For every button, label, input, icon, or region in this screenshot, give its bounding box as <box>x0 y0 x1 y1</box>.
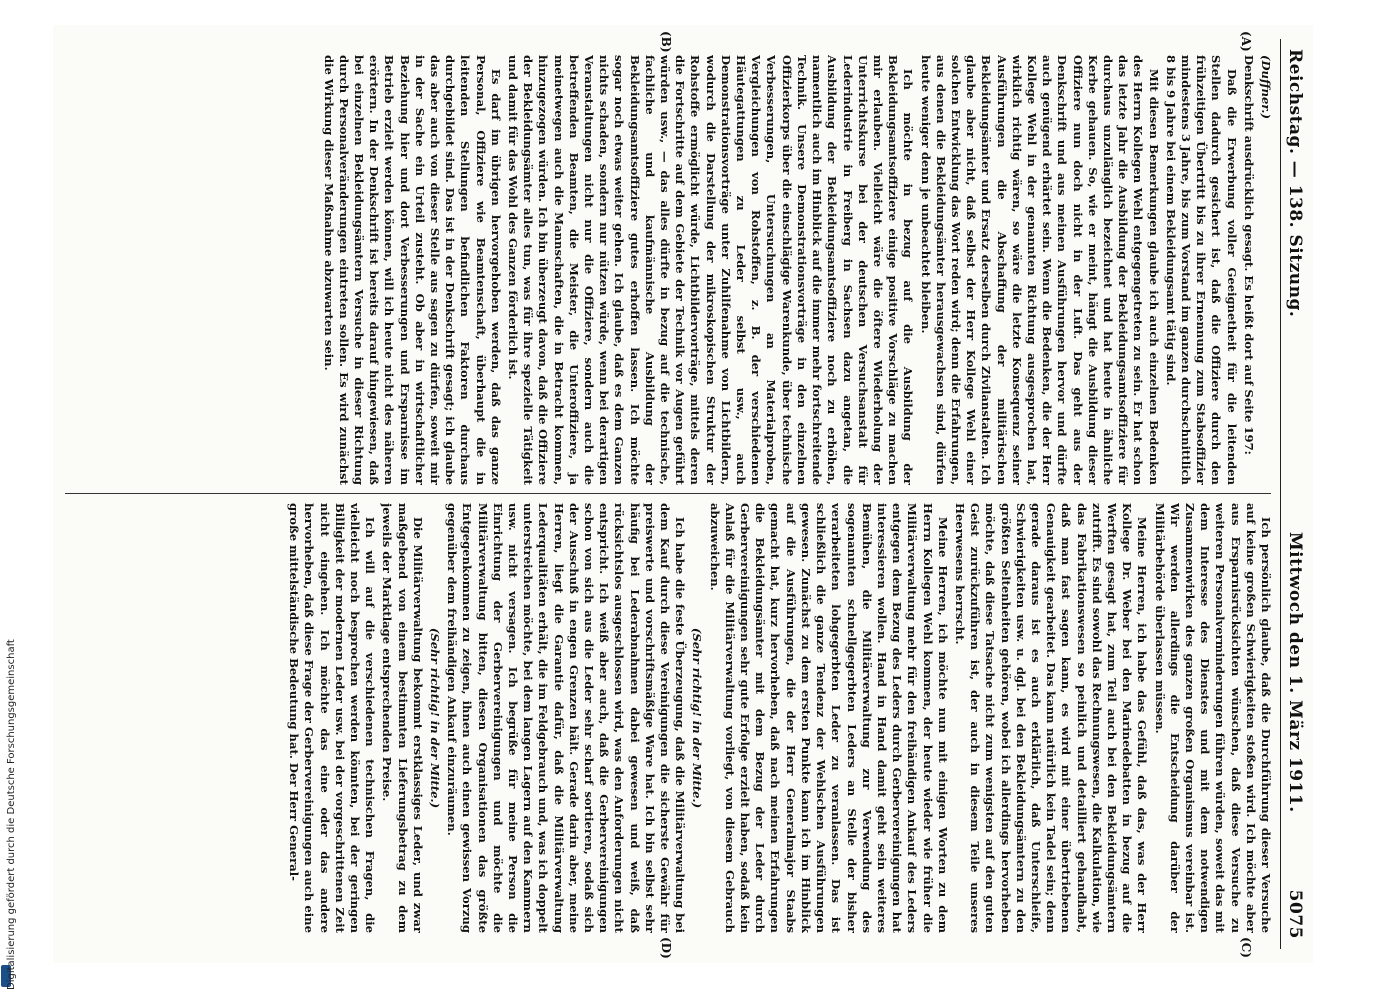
paragraph: Denkschrift ausdrücklich gesagt. Es heißt dort auf Seite 197: <box>1241 55 1256 455</box>
paragraph: Die Militärverwaltung bekommt erstklassiges Leder, und zwar maßgebend von einem bestimmten Lieferungsbetrag zu dem jeweils der Marktlage entsprechenden Preise. <box>380 503 425 933</box>
margin-marker-c: (C) <box>1239 937 1253 958</box>
column-divider <box>65 493 1271 494</box>
quoted-paragraph: Daß die Erwerbung voller Geeignetheit für die leitenden Stellen dadurch gesichert ist, daß die Offiziere durch den frühzeitigen Übertritt bis zu ihrer Ernennung zum Stabsoffizier mindestens 3 Jahre, bis zum Vorstand im ganzen durchschnittlich 8 bis 9 Jahre bei einem Bekleidungsamt tätig sind. <box>1163 55 1239 485</box>
document-page <box>53 25 1313 963</box>
paragraph: Ich möchte in bezug auf die Ausbildung der Bekleidungsamtsoffiziere einige positive Vorschläge zu machen mir erlauben. Vielleicht wäre die öftere Wiederholung der Unterrichtskurse bei der deutschen Versuchsanstalt für Lederindustrie in Freiberg in Sachsen dazu angetan, die Ausbildung der Bekleidungsamtsoffiziere noch zu erhöhen, namentlich auch im Hinblick auf die immer mehr fortschreitende Technik. Unsere Demonstrationsvorträge in den einzelnen Offizierkorps über die einschlägige Warenkunde, über technische Verbesserungen, Untersuchungen an Materialproben, Vergleichungen von Rohstoffen, z. B. der verschiedenen Häutegattungen zu Leder selbst usw., auch Demonstrationsvorträge unter Zuhilfenahme von Lichtbildern, wodurch die Darstellung der mikroskopischen Struktur der Rohstoffe ermöglicht würde, Lichtbildervorträge, mittels deren die Fortschritte auf dem Gebiete der Technik vor Augen geführt würden usw., — das alles dürfte in bezug auf die technische, fachliche und kaufmännische Ausbildung der Bekleidungsamtsoffiziere gutes erhoffen lassen. Ich möchte sogar noch etwas weiter gehen. Ich glaube, daß es dem Ganzen nichts schaden, sondern nur nützen würde, wenn bei derartigen Veranstaltungen nicht nur die Offiziere, sondern auch die betreffenden Beamten, die Meister, die Unteroffiziere, ja meinetwegen auch die Mannschaften, die in Betracht kommen, hinzugezogen würden. Ich bin überzeugt davon, daß die Offiziere der Bekleidungsämter alles tun, was für ihre spezielle Tätigkeit und damit für das Wohl des Ganzen förderlich ist. <box>506 55 916 485</box>
margin-marker-d: (D) <box>659 937 673 959</box>
paragraph: Ich habe die feste Überzeugung, daß die Militärverwaltung bei dem Kauf durch diese Vereinigungen die sicherste Gewähr für preiswerte und vorschriftsmäßige Ware hat. Ich bin selbst sehr häufig bei Lederabnahmen dabei gewesen und weiß, daß rücksichtslos ausgeschlossen wird, was den Anforderungen nicht entspricht. Ich weiß aber auch, daß die Gerbervereinigungen schon von sich aus die Leder sehr scharf sortieren, sodaß sich der Ausschuß in engen Grenzen hält. Gerade darin aber, meine Herren, liegt die Garantie dafür, daß die Militärverwaltung Lederqualitäten erhält, die im Feldgebrauch und, was ich doppelt unterstreichen möchte, bei dem langen Lagern auf den Kammern usw. nicht versagen. Ich begrüße für meine Person die Einrichtung der Gerbervereinigungen und möchte die Militärverwaltung bitten, diesen Organisationen das größte Entgegenkommen zu zeigen, ihnen auch einen gewissen Vorzug gegenüber dem freihändigen Ankauf einzuräumen. <box>445 503 688 933</box>
interjection: (Sehr richtig! in der Mitte.) <box>428 627 443 809</box>
page-number: 5075 <box>1285 889 1305 939</box>
page-header <box>1280 39 1307 949</box>
paragraph: Es darf im übrigen hervorgehoben werden, daß das ganze Personal, Offiziere wie Beamtenschaft, überhaupt die in leitenden Stellungen befindlichen Faktoren durchaus durchgebildet sind. Das ist in der Denkschrift gesagt; ich glaube das aber auch von dieser Stelle aus sagen zu dürfen, soweit mir in der Sache ein Urteil zusteht. Ob aber in wirtschaftlicher Beziehung hier und dort Verbesserungen und Ersparnisse im Betrieb erzielt werden können, will ich heute nicht des näheren erörtern. In der Denkschrift ist bereits darauf hingewiesen, daß bei einzelnen Bekleidungsämtern Versuche in dieser Richtung durch Personalveränderungen eintreten sollen. Es wird zunächst die Wirkung dieser Maßnahme abzuwarten sein. <box>321 55 503 485</box>
left-column <box>63 55 1273 485</box>
margin-marker-b: (B) <box>659 31 673 53</box>
margin-marker-a: (A) <box>1239 31 1253 52</box>
running-title: Reichstag. — 138. Sitzung. <box>1285 49 1305 318</box>
paragraph: Mit diesen Bemerkungen glaube ich auch einzelnen Bedenken des Herrn Kollegen Wehl entgegengetreten zu sein. Er hat schon das letzte Jahr die Ausbildung der Bekleidungsamtsoffiziere für durchaus unzulänglich bezeichnet und hat heute in ähnliche Kerbe gehauen. So, wie er meint, hängt die Ausbildung dieser Offiziere nun doch nicht in der Luft. Das geht aus der Denkschrift und aus meinen Ausführungen hervor und dürfte auch genügend erhärtet sein. Wenn die Bedenken, die der Herr Kollege Wehl in der genannten Richtung ausgesprochen hat, wirklich richtig wären, so wäre die letzte Konsequenz seiner Ausführungen die Abschaffung der militärischen Bekleidungsämter und Ersatz derselben durch Zivilanstalten. Ich glaube aber nicht, daß selbst der Herr Kollege Wehl einer solchen Entwicklung das Wort reden wird; denn die Erfahrungen, aus denen die Bekleidungsämter herausgewachsen sind, dürfen heute weniger denn je unbeachtet bleiben. <box>918 55 1161 485</box>
paragraph: Meine Herren, ich habe das Gefühl, daß das, was der Herr Kollege Dr. Weber bei den Marinedebatten in bezug auf die Werften gesagt hat, zum Teil auch bei den Bekleidungsämtern zutrifft. Es sind sowohl das Rechnungswesen, die Kalkulation, wie das Fabrikationswesen so peinlich und detailliert gehandhabt, daß man fast sagen kann, es wird mit einer übertriebenen Genauigkeit gearbeitet. Das kann natürlich kein Tadel sein; denn gerade daraus ist es auch erklärlich, daß Unterschleife, Schwierigkeiten usw. u. dgl. bei den Bekleidungsämtern zu den größten Seltenheiten gehören, wobei ich allerdings hervorheben möchte, daß diese Tatsache nicht zum wenigsten auf den guten Geist zurückzuführen ist, der auch in diesem Teile unseres Heerwesens herrscht. <box>952 503 1150 933</box>
paragraph: Meine Herren, ich möchte nun mit einigen Worten zu dem Herrn Kollegen Wehl kommen, der heute wieder wie früher die Militärverwaltung mehr für den freihändigen Ankauf des Leders entgegen dem Bezug des Leders durch Gerbervereinigungen hat interessieren wollen. Hand in Hand damit geht sein weiteres Bemühen, die Militärverwaltung zur Verwendung des sogenannten schnellgegerbten Leders an Stelle der bisher verarbeiteten lohgegerbten Leder zu veranlassen. Das ist schließlich die ganze Tendenz der Wehlschen Ausführungen gewesen. Zunächst zu dem ersten Punkte kann ich im Hinblick auf die Ausführungen, die der Herr Generalmajor Staabs gemacht hat, kurz hervorheben, daß nach meinen Erfahrungen die Bekleidungsämter mit dem Bezug der Leder durch Gerbervereinigungen sehr gute Erfolge erzielt haben, sodaß kein Anlaß für die Militärverwaltung vorliegt, von diesem Gebrauch abzuweichen. <box>707 503 950 933</box>
interjection: (Sehr richtig! in der Mitte.) <box>690 627 705 809</box>
header-date-and-page <box>1285 532 1305 939</box>
paragraph: Ich persönlich glaube, daß die Durchführung dieser Versuche auf keine großen Schwierigkeiten stoßen wird. Ich möchte aber aus Ersparnisrücksichten wünschen, daß diese Versuche zu weiteren Personalverminderungen führen würden, soweit das mit dem Interesse des Dienstes und mit dem notwendigen Zusammenwirken des ganzen großen Organismus vereinbar ist. Wir werden allerdings die Entscheidung darüber der Militärbehörde überlassen müssen. <box>1152 503 1273 933</box>
right-column <box>63 503 1273 933</box>
digitization-credit: Digitalisierung gefördert durch die Deutsche Forschungsgemeinschaft <box>6 639 17 990</box>
paragraph: Ich will auf die verschiedenen technischen Fragen, die vielleicht noch besprochen werden könnten, bei der geringen Billigkeit der modernen Leder usw. bei der vorgeschrittenen Zeit nicht eingehen. Ich möchte das eine oder das andere hervorheben, daß diese Frage der Gerbervereinigungen auch eine große mittelständische Bedeutung hat. Der Herr General- <box>287 503 378 933</box>
session-date: Mittwoch den 1. März 1911. <box>1285 531 1305 813</box>
speaker-name: (Duffner.) <box>1259 55 1273 119</box>
